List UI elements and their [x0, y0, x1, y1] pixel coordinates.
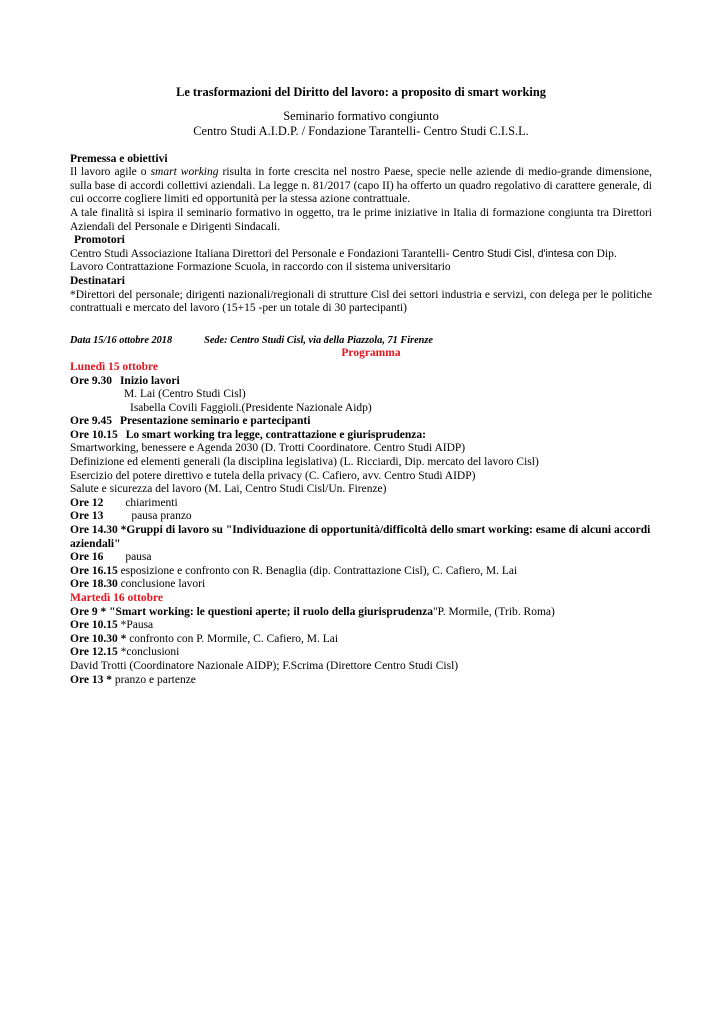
day-2-heading: Martedì 16 ottobre: [70, 592, 164, 604]
agenda-item-0930: [70, 375, 652, 389]
agenda-time: Ore 9.45: [70, 415, 112, 428]
agenda-text: chiarimenti: [125, 496, 178, 509]
agenda-text: esposizione e confronto con R. Benaglia (dip. Contrattazione Cisl), C. Cafiero, M. Lai: [117, 564, 518, 577]
programma-heading: Programma: [341, 347, 401, 360]
agenda-item-d2-1215: [70, 646, 652, 660]
agenda-item-d2-1015: [70, 619, 652, 633]
destinatari-text: *Direttori del personale; dirigenti nazionali/regionali di strutture Cisl dei settori industria e servizi, con delega per le politiche contrattuali e mercato del lavoro (15+15 -per un totale di 30 partecipanti): [70, 288, 652, 315]
agenda-time: Ore 9.30: [70, 374, 112, 387]
event-date: Data 15/16 ottobre 2018: [70, 334, 173, 346]
agenda-time: Ore 12: [70, 496, 104, 509]
agenda-text: *Pausa: [117, 619, 154, 632]
agenda-title: Ore 9 * "Smart working: le questioni aperte; il ruolo della giurisprudenza: [70, 605, 433, 618]
promotori-text-b: Centro Studi Cisl, d'intesa con: [452, 247, 594, 260]
agenda-item-1300: [70, 510, 652, 524]
premessa-paragraph-2: A tale finalità si ispira il seminario formativo in oggetto, tra le prime iniziative in Italia di formazione congiunta tra Direttori Aziendali del Personale e Dirigenti Sindacali.: [70, 206, 652, 233]
agenda-text: confronto con P. Mormile, C. Cafiero, M. Lai: [126, 632, 339, 645]
promotori-text-c: Dip. Lavoro Contrattazione Formazione Scuola, in raccordo con il sistema universitario: [70, 247, 617, 274]
promotori-text: [70, 248, 652, 275]
agenda-topic-3: Esercizio del potere direttivo e tutela della privacy (C. Cafiero, avv. Centro Studi AIDP): [70, 469, 476, 482]
agenda-time: Ore 10.15: [70, 619, 118, 632]
agenda-topic-1: Smartworking, benessere e Agenda 2030 (D. Trotti Coordinatore. Centro Studi AIDP): [70, 442, 466, 455]
agenda-text: pausa: [125, 551, 152, 564]
agenda-time: Ore 10.30 *: [70, 632, 127, 645]
agenda-speaker-lai: M. Lai (Centro Studi Cisl): [124, 388, 246, 401]
agenda-time: Ore 12.15: [70, 646, 118, 659]
day-1-heading: Lunedì 15 ottobre: [70, 360, 158, 373]
agenda-item-1830: [70, 578, 652, 592]
agenda-text: *conclusioni: [117, 646, 180, 659]
agenda-time: Ore 18.30: [70, 578, 118, 591]
agenda-item-1430: [70, 524, 652, 551]
agenda-text: pausa pranzo: [131, 510, 192, 523]
agenda-item-d2-0900: [70, 606, 652, 620]
document-subtitle: [70, 109, 652, 139]
event-meta: [70, 334, 652, 348]
agenda-item-1615: [70, 565, 652, 579]
agenda-item-1200: [70, 497, 652, 511]
agenda-topic-4: Salute e sicurezza del lavoro (M. Lai, Centro Studi Cisl/Un. Firenze): [70, 483, 387, 496]
agenda-time: Ore 13 *: [70, 673, 112, 686]
agenda-text: "P. Mormile, (Trib. Roma): [432, 605, 555, 618]
agenda-text: conclusione lavori: [117, 578, 206, 591]
agenda-title: Lo smart working tra legge, contrattazione e giurisprudenza:: [125, 428, 426, 441]
agenda-time: Ore 16.15: [70, 564, 118, 577]
agenda-speaker-covili: Isabella Covili Faggioli.(Presidente Nazionale Aidp): [130, 401, 372, 414]
agenda-title: Presentazione seminario e partecipanti: [119, 415, 311, 428]
document-page: [70, 86, 652, 687]
agenda-item-d2-1030: [70, 633, 652, 647]
premessa-p1-emphasis: smart working: [150, 166, 219, 179]
promotori-text-a: Centro Studi Associazione Italiana Direttori del Personale e Fondazioni Tarantelli-: [70, 247, 453, 260]
agenda-time: Ore 14.30: [70, 524, 118, 537]
agenda-closing-speakers: David Trotti (Coordinatore Nazionale AIDP); F.Scrima (Direttore Centro Studi Cisl): [70, 659, 459, 672]
agenda-title: Inizio lavori: [119, 374, 180, 387]
destinatari-heading: Destinatari: [70, 274, 125, 287]
agenda-time: Ore 16: [70, 551, 104, 564]
agenda-time: Ore 10.15: [70, 428, 118, 441]
event-venue: Sede: Centro Studi Cisl, via della Piazzola, 71 Firenze: [204, 334, 433, 346]
agenda-text: *Gruppi di lavoro su "Individuazione di opportunità/difficoltà dello smart working: esame di alcuni accordi aziendali": [70, 524, 651, 550]
agenda-item-d2-1300: [70, 674, 652, 688]
premessa-paragraph-1: [70, 166, 652, 207]
subtitle-line-2: Centro Studi A.I.D.P. / Fondazione Tarantelli- Centro Studi C.I.S.L.: [193, 123, 529, 138]
promotori-heading: Promotori: [74, 234, 125, 247]
agenda-topic-2: Definizione ed elementi generali (la disciplina legislativa) (L. Ricciardi, Dip. mercato del lavoro Cisl): [70, 456, 539, 469]
agenda-item-1600: [70, 551, 652, 565]
premessa-heading: Premessa e obiettivi: [70, 152, 168, 165]
agenda-time: Ore 13: [70, 510, 104, 523]
premessa-p1-start: Il lavoro agile o: [70, 166, 151, 179]
agenda-item-1015: [70, 429, 652, 443]
document-title: Le trasformazioni del Diritto del lavoro: a proposito di smart working: [176, 85, 546, 99]
subtitle-line-1: Seminario formativo congiunto: [283, 108, 439, 123]
premessa-p1-end: risulta in forte crescita nel nostro Paese, specie nelle aziende di medio-grande dimensione, sulla base di accordi collettivi aziendali. La legge n. 81/2017 (capo II) ha offerto un quadro regolativo di carattere generale, di cui occorre cogliere limiti ed opportunità per la stessa azione contrattuale.: [70, 166, 652, 206]
agenda-item-0945: [70, 415, 652, 429]
agenda-text: pranzo e partenze: [111, 673, 196, 686]
